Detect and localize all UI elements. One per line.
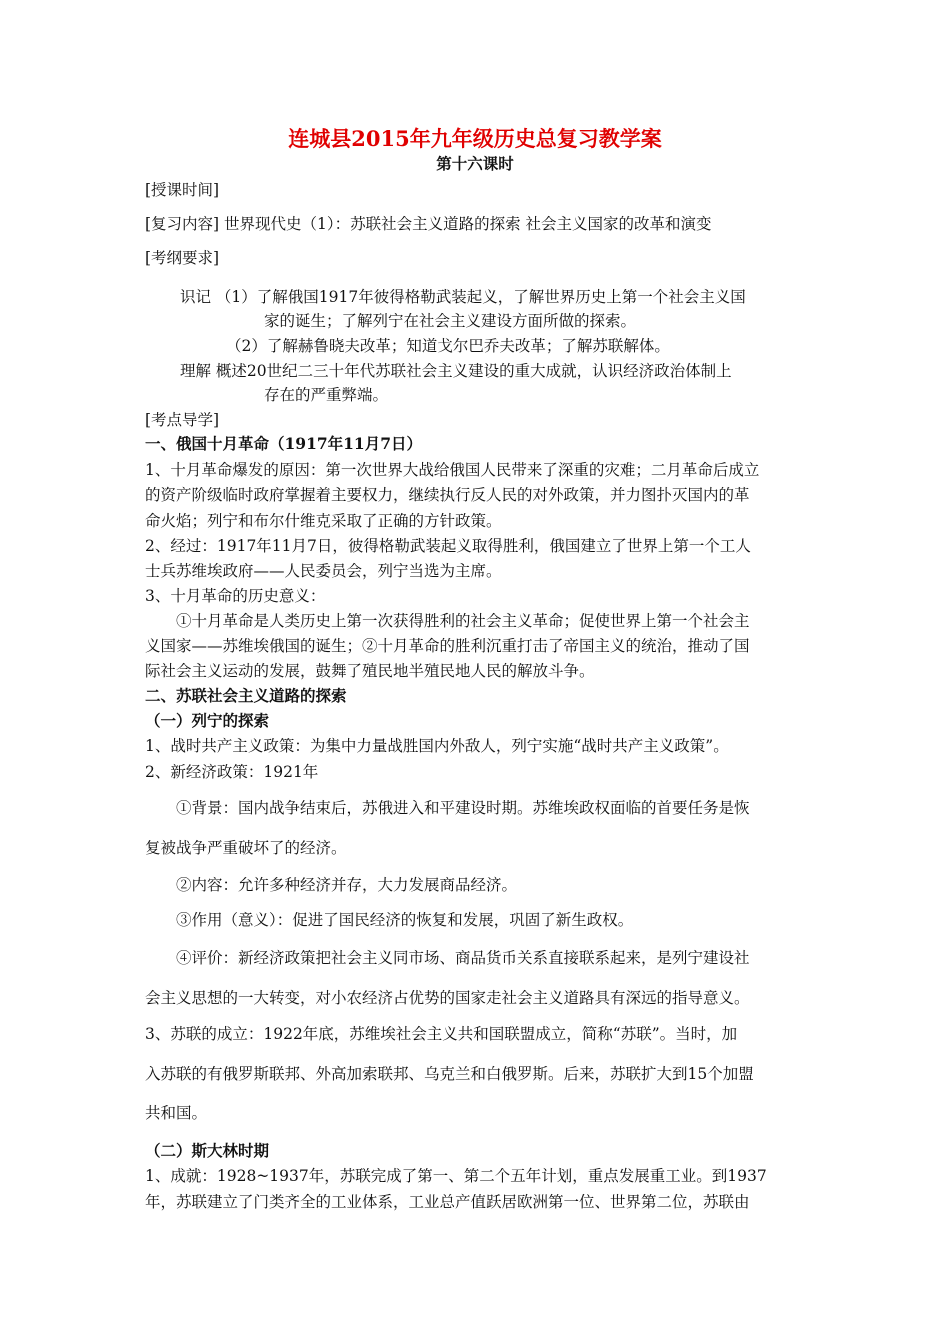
review-content: [复习内容] 世界现代史（1）：苏联社会主义道路的探索 社会主义国家的改革和演变 xyxy=(145,215,712,233)
section-2-line: 1、成就：1928~1937年，苏联完成了第一、第二个五年计划，重点发展重工业。到1937 xyxy=(145,1167,767,1185)
section-2-line: 共和国。 xyxy=(145,1104,208,1122)
requirements-label: [考纲要求] xyxy=(145,249,220,267)
section-2-line: 复被战争严重破坏了的经济。 xyxy=(145,839,347,857)
section-1-line: 3、十月革命的历史意义： xyxy=(145,587,326,605)
section-2-line: 2、新经济政策：1921年 xyxy=(145,763,319,781)
section-2-line: 会主义思想的一大转变，对小农经济占优势的国家走社会主义道路具有深远的指导意义。 xyxy=(145,989,750,1007)
section-2-line: ②内容：允许多种经济并存，大力发展商品经济。 xyxy=(176,876,518,894)
requirement-3a: 理解 概述20世纪二三十年代苏联社会主义建设的重大成就，认识经济政治体制上 xyxy=(180,362,732,380)
requirement-3b: 存在的严重弊端。 xyxy=(264,386,389,404)
section-1-line: 际社会主义运动的发展，鼓舞了殖民地半殖民地人民的解放斗争。 xyxy=(145,662,595,680)
requirement-1b: 家的诞生；了解列宁在社会主义建设方面所做的探索。 xyxy=(264,312,637,330)
section-2-line: 入苏联的有俄罗斯联邦、外高加索联邦、乌克兰和白俄罗斯。后来，苏联扩大到15个加盟 xyxy=(145,1065,754,1083)
time-label: [授课时间] xyxy=(145,181,220,199)
section-2-line: ④评价：新经济政策把社会主义同市场、商品货币关系直接联系起来，是列宁建设社 xyxy=(176,949,750,967)
section-1-line: 命火焰；列宁和布尔什维克采取了正确的方针政策。 xyxy=(145,512,502,530)
section-2-line: 年，苏联建立了门类齐全的工业体系，工业总产值跃居欧洲第一位、世界第二位，苏联由 xyxy=(145,1193,750,1211)
section-1-line: 的资产阶级临时政府掌握着主要权力，继续执行反人民的对外政策，并力图扑灭国内的革 xyxy=(145,486,750,504)
section-2-subheading: （一）列宁的探索 xyxy=(145,711,270,730)
section-2-line: ③作用（意义）：促进了国民经济的恢复和发展，巩固了新生政权。 xyxy=(176,911,634,929)
section-1-line: ①十月革命是人类历史上第一次获得胜利的社会主义革命；促使世界上第一个社会主 xyxy=(176,612,750,630)
section-1-line: 2、经过：1917年11月7日，彼得格勒武装起义取得胜利，俄国建立了世界上第一个工人 xyxy=(145,537,751,555)
section-2-subheading: （二）斯大林时期 xyxy=(145,1141,270,1160)
section-1-line: 1、十月革命爆发的原因：第一次世界大战给俄国人民带来了深重的灾难；二月革命后成立 xyxy=(145,461,760,479)
section-2-line: 3、苏联的成立：1922年底，苏维埃社会主义共和国联盟成立，简称“苏联”。当时，加 xyxy=(145,1025,738,1043)
page-subtitle: 第十六课时 xyxy=(436,154,514,173)
section-1-line: 士兵苏维埃政府——人民委员会，列宁当选为主席。 xyxy=(145,562,502,580)
section-2-line: ①背景：国内战争结束后，苏俄进入和平建设时期。苏维埃政权面临的首要任务是恢 xyxy=(176,799,750,817)
section-1-line: 义国家——苏维埃俄国的诞生；②十月革命的胜利沉重打击了帝国主义的统治，推动了国 xyxy=(145,637,750,655)
section-1-heading: 一、俄国十月革命（1917年11月7日） xyxy=(145,434,422,453)
section-2-line: 1、战时共产主义政策：为集中力量战胜国内外敌人，列宁实施“战时共产主义政策”。 xyxy=(145,737,729,755)
page-title: 连城县2015年九年级历史总复习教学案 xyxy=(288,126,662,151)
section-2-heading: 二、苏联社会主义道路的探索 xyxy=(145,686,347,705)
guide-label: [考点导学] xyxy=(145,411,220,429)
requirement-2: （2）了解赫鲁晓夫改革；知道戈尔巴乔夫改革；了解苏联解体。 xyxy=(226,337,670,355)
requirement-1a: 识记 （1）了解俄国1917年彼得格勒武装起义，了解世界历史上第一个社会主义国 xyxy=(180,288,746,306)
